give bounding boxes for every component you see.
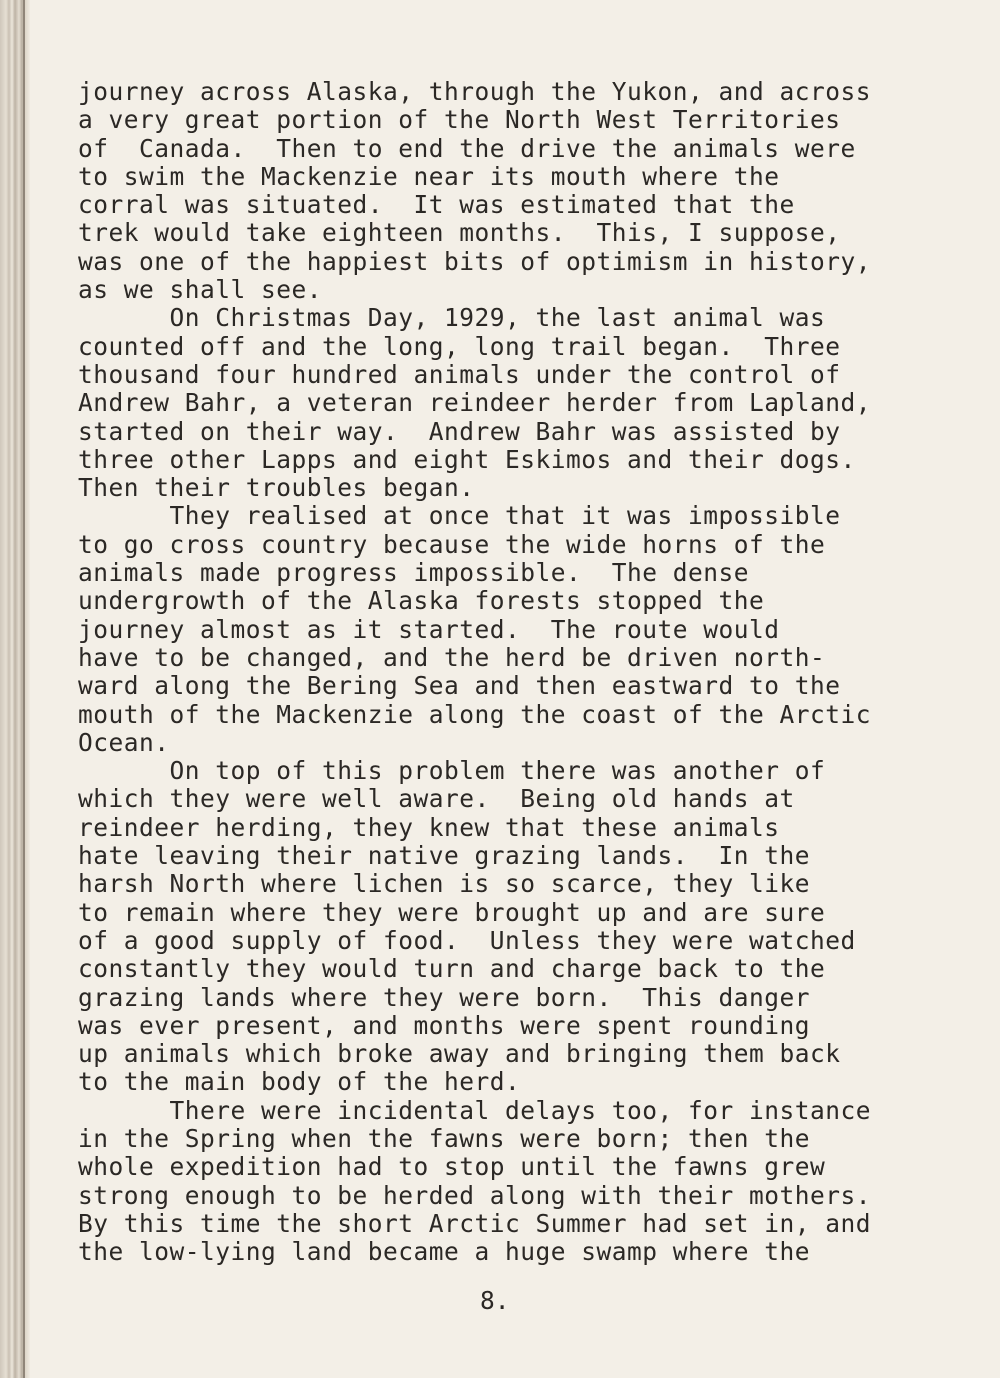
text-line: reindeer herding, they knew that these animals xyxy=(78,812,780,842)
text-line: have to be changed, and the herd be driven north- xyxy=(78,642,826,672)
text-line: to go cross country because the wide horns of the xyxy=(78,529,826,559)
text-line: Andrew Bahr, a veteran reindeer herder from Lapland, xyxy=(78,388,872,418)
text-line: to swim the Mackenzie near its mouth where the xyxy=(78,161,780,191)
text-line: three other Lapps and eight Eskimos and their dogs. xyxy=(78,444,856,474)
text-line: By this time the short Arctic Summer had set in, and xyxy=(78,1208,872,1238)
text-line: constantly they would turn and charge back to the xyxy=(78,954,826,984)
text-line: the low-lying land became a huge swamp where the xyxy=(78,1237,811,1267)
text-line: of a good supply of food. Unless they were watched xyxy=(78,925,856,955)
text-line: was one of the happiest bits of optimism in history, xyxy=(78,246,872,276)
page-number: 8. xyxy=(480,1286,510,1315)
text-line: to the main body of the herd. xyxy=(78,1067,521,1097)
typed-text-body xyxy=(78,78,968,1266)
text-line: a very great portion of the North West Territories xyxy=(78,105,841,135)
text-line: to remain where they were brought up and are sure xyxy=(78,897,826,927)
text-line: was ever present, and months were spent rounding xyxy=(78,1010,811,1040)
text-line: counted off and the long, long trail began. Three xyxy=(78,331,841,361)
text-line: There were incidental delays too, for instance xyxy=(78,1095,872,1125)
text-line: up animals which broke away and bringing them back xyxy=(78,1039,841,1069)
text-line: mouth of the Mackenzie along the coast of the Arctic xyxy=(78,699,872,729)
text-line: hate leaving their native grazing lands. In the xyxy=(78,841,811,871)
text-line: strong enough to be herded along with their mothers. xyxy=(78,1180,872,1210)
text-line: animals made progress impossible. The dense xyxy=(78,558,750,588)
text-line: Then their troubles began. xyxy=(78,473,475,503)
text-line: trek would take eighteen months. This, I suppose, xyxy=(78,218,841,248)
text-line: harsh North where lichen is so scarce, they like xyxy=(78,869,811,899)
text-line: corral was situated. It was estimated that the xyxy=(78,190,795,220)
text-line: journey across Alaska, through the Yukon, and across xyxy=(78,77,872,106)
text-line: thousand four hundred animals under the control of xyxy=(78,359,841,389)
text-line: as we shall see. xyxy=(78,275,323,305)
text-line: undergrowth of the Alaska forests stopped the xyxy=(78,586,765,616)
text-line: which they were well aware. Being old hands at xyxy=(78,784,795,814)
text-line: started on their way. Andrew Bahr was assisted by xyxy=(78,416,841,446)
text-line: whole expedition had to stop until the fawns grew xyxy=(78,1152,826,1182)
text-line: On Christmas Day, 1929, the last animal was xyxy=(78,303,826,333)
text-line: of Canada. Then to end the drive the animals were xyxy=(78,133,856,163)
text-line: Ocean. xyxy=(78,727,170,757)
text-line: ward along the Bering Sea and then eastward to the xyxy=(78,671,841,701)
text-line: grazing lands where they were born. This danger xyxy=(78,982,811,1012)
text-line: in the Spring when the fawns were born; then the xyxy=(78,1123,811,1153)
text-line: On top of this problem there was another of xyxy=(78,756,826,786)
text-line: They realised at once that it was impossible xyxy=(78,501,841,531)
text-line: journey almost as it started. The route would xyxy=(78,614,780,644)
booklet-binding-edge xyxy=(0,0,30,1378)
binding-fold-line xyxy=(23,0,25,1378)
